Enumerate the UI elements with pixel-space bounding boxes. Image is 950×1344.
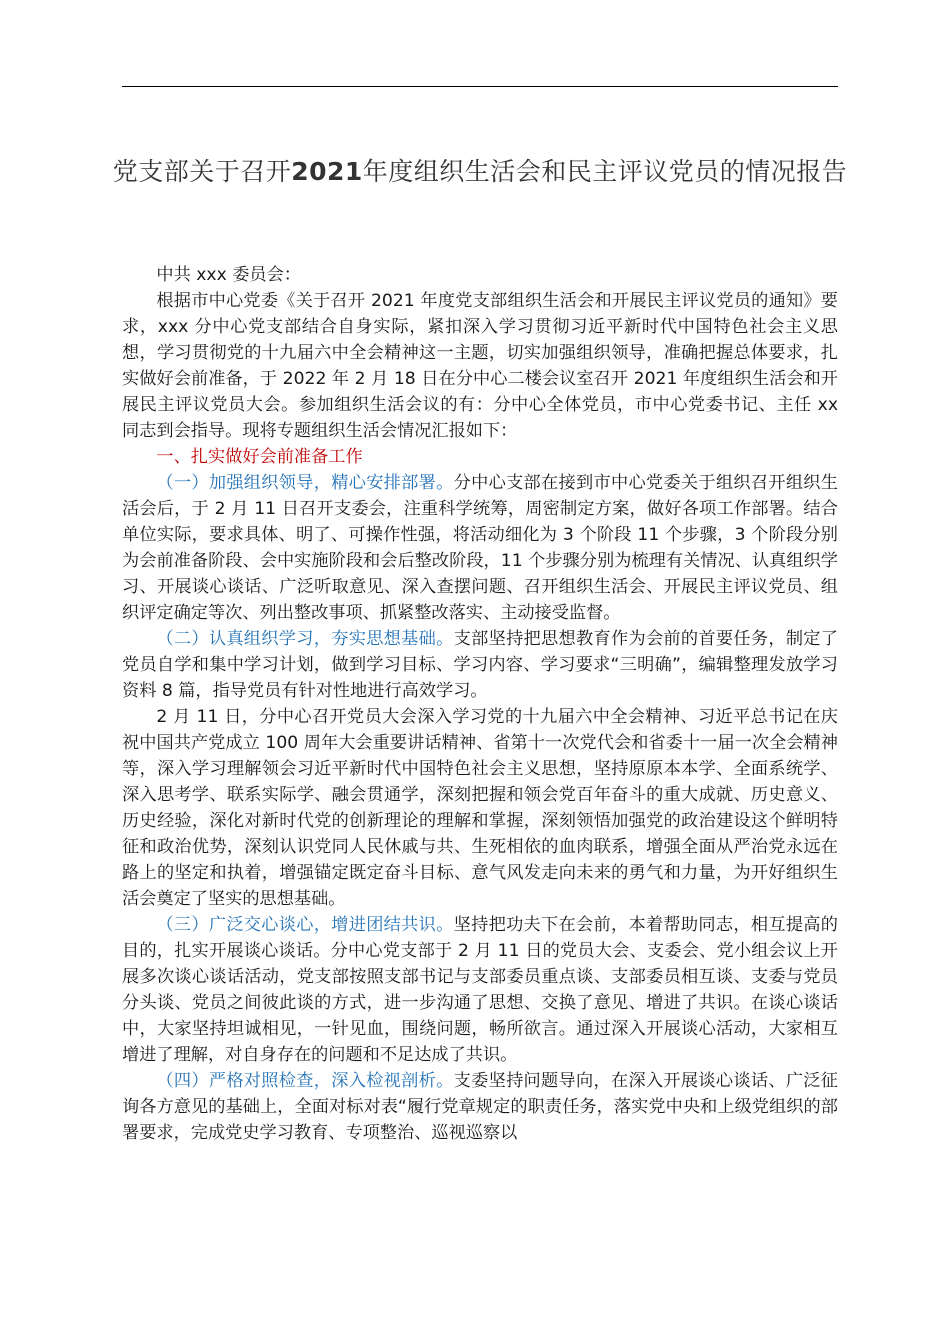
section-heading-1: 一、扎实做好会前准备工作: [156, 447, 363, 467]
subsection-1: [122, 470, 838, 626]
subsection-heading-2: （二）认真组织学习，夯实思想基础。: [156, 629, 454, 649]
subsection-text-1: 分中心支部在接到市中心党委关于组织召开组织生活会后，于 2 月 11 日召开支委会，注重科学统筹，周密制定方案，做好各项工作部署。结合单位实际，要求具体、明了、可操作性强，将活动细化为 3 个阶段 11 个步骤，3 个阶段分别为会前准备阶段、会中实施阶段和会后整改阶段，11 个步骤分别为梳理有关情况、认真组织学习、开展谈心谈话、广泛听取意见、深入查摆问题、召开组织生活会、开展民主评议党员、组织评定确定等次、列出整改事项、抓紧整改落实、主动接受监督。: [122, 473, 838, 623]
subsection-text-4: 支委坚持问题导向，在深入开展谈心谈话、广泛征询各方意见的基础上，全面对标对表“履行党章规定的职责任务，落实党中央和上级党组织的部署要求，完成党史学习教育、专项整治、巡视巡察以: [122, 1071, 838, 1143]
document-body: [122, 262, 838, 1146]
subsection-4: [122, 1068, 838, 1146]
header-rule: [122, 86, 838, 87]
intro-paragraph: 根据市中心党委《关于召开 2021 年度党支部组织生活会和开展民主评议党员的通知》要求，xxx 分中心党支部结合自身实际，紧扣深入学习贯彻习近平新时代中国特色社会主义思想，学习贯彻党的十九届六中全会精神这一主题，切实加强组织领导，准确把握总体要求，扎实做好会前准备，于 2022 年 2 月 18 日在分中心二楼会议室召开 2021 年度组织生活会和开展民主评议党员大会。参加组织生活会议的有：分中心全体党员，市中心党委书记、主任 xx 同志到会指导。现将专题组织生活会情况汇报如下：: [122, 291, 838, 441]
subsection-heading-4: （四）严格对照检查，深入检视剖析。: [156, 1071, 454, 1091]
subsection-text-2: 支部坚持把思想教育作为会前的首要任务，制定了党员自学和集中学习计划，做到学习目标、学习内容、学习要求“三明确”，编辑整理发放学习资料 8 篇，指导党员有针对性地进行高效学习。: [122, 629, 838, 701]
salutation: 中共 xxx 委员会：: [156, 265, 301, 285]
subsection-text-3: 坚持把功夫下在会前，本着帮助同志，相互提高的目的，扎实开展谈心谈话。分中心党支部于 2 月 11 日的党员大会、支委会、党小组会议上开展多次谈心谈话活动，党支部按照支部书记与支部委员重点谈、支部委员相互谈、支委与党员分头谈、党员之间彼此谈的方式，进一步沟通了思想、交换了意见、增进了共识。在谈心谈话中，大家坚持坦诚相见，一针见血，围绕问题，畅所欲言。通过深入开展谈心活动，大家相互增进了理解，对自身存在的问题和不足达成了共识。: [122, 915, 838, 1065]
subsection-3: [122, 912, 838, 1068]
subsection-2: [122, 626, 838, 704]
study-paragraph: 2 月 11 日，分中心召开党员大会深入学习党的十九届六中全会精神、习近平总书记在庆祝中国共产党成立 100 周年大会重要讲话精神、省第十一次党代会和省委十一届一次全会精神等，深入学习理解领会习近平新时代中国特色社会主义思想，坚持原原本本学、全面系统学、深入思考学、联系实际学、融会贯通学，深刻把握和领会党百年奋斗的重大成就、历史意义、历史经验，深化对新时代党的创新理论的理解和掌握，深刻领悟加强党的政治建设这个鲜明特征和政治优势，深刻认识党同人民休戚与共、生死相依的血肉联系，增强全面从严治党永远在路上的坚定和执着，增强锚定既定奋斗目标、意气风发走向未来的勇气和力量，为开好组织生活会奠定了坚实的思想基础。: [122, 707, 838, 909]
page-title: [110, 146, 850, 198]
title-prefix: 党支部关于召开: [112, 157, 292, 186]
title-year: 2021: [291, 157, 363, 186]
subsection-heading-3: （三）广泛交心谈心，增进团结共识。: [156, 915, 454, 935]
title-suffix: 年度组织生活会和民主评议党员的情况报告: [362, 157, 848, 186]
subsection-heading-1: （一）加强组织领导，精心安排部署。: [156, 473, 454, 493]
